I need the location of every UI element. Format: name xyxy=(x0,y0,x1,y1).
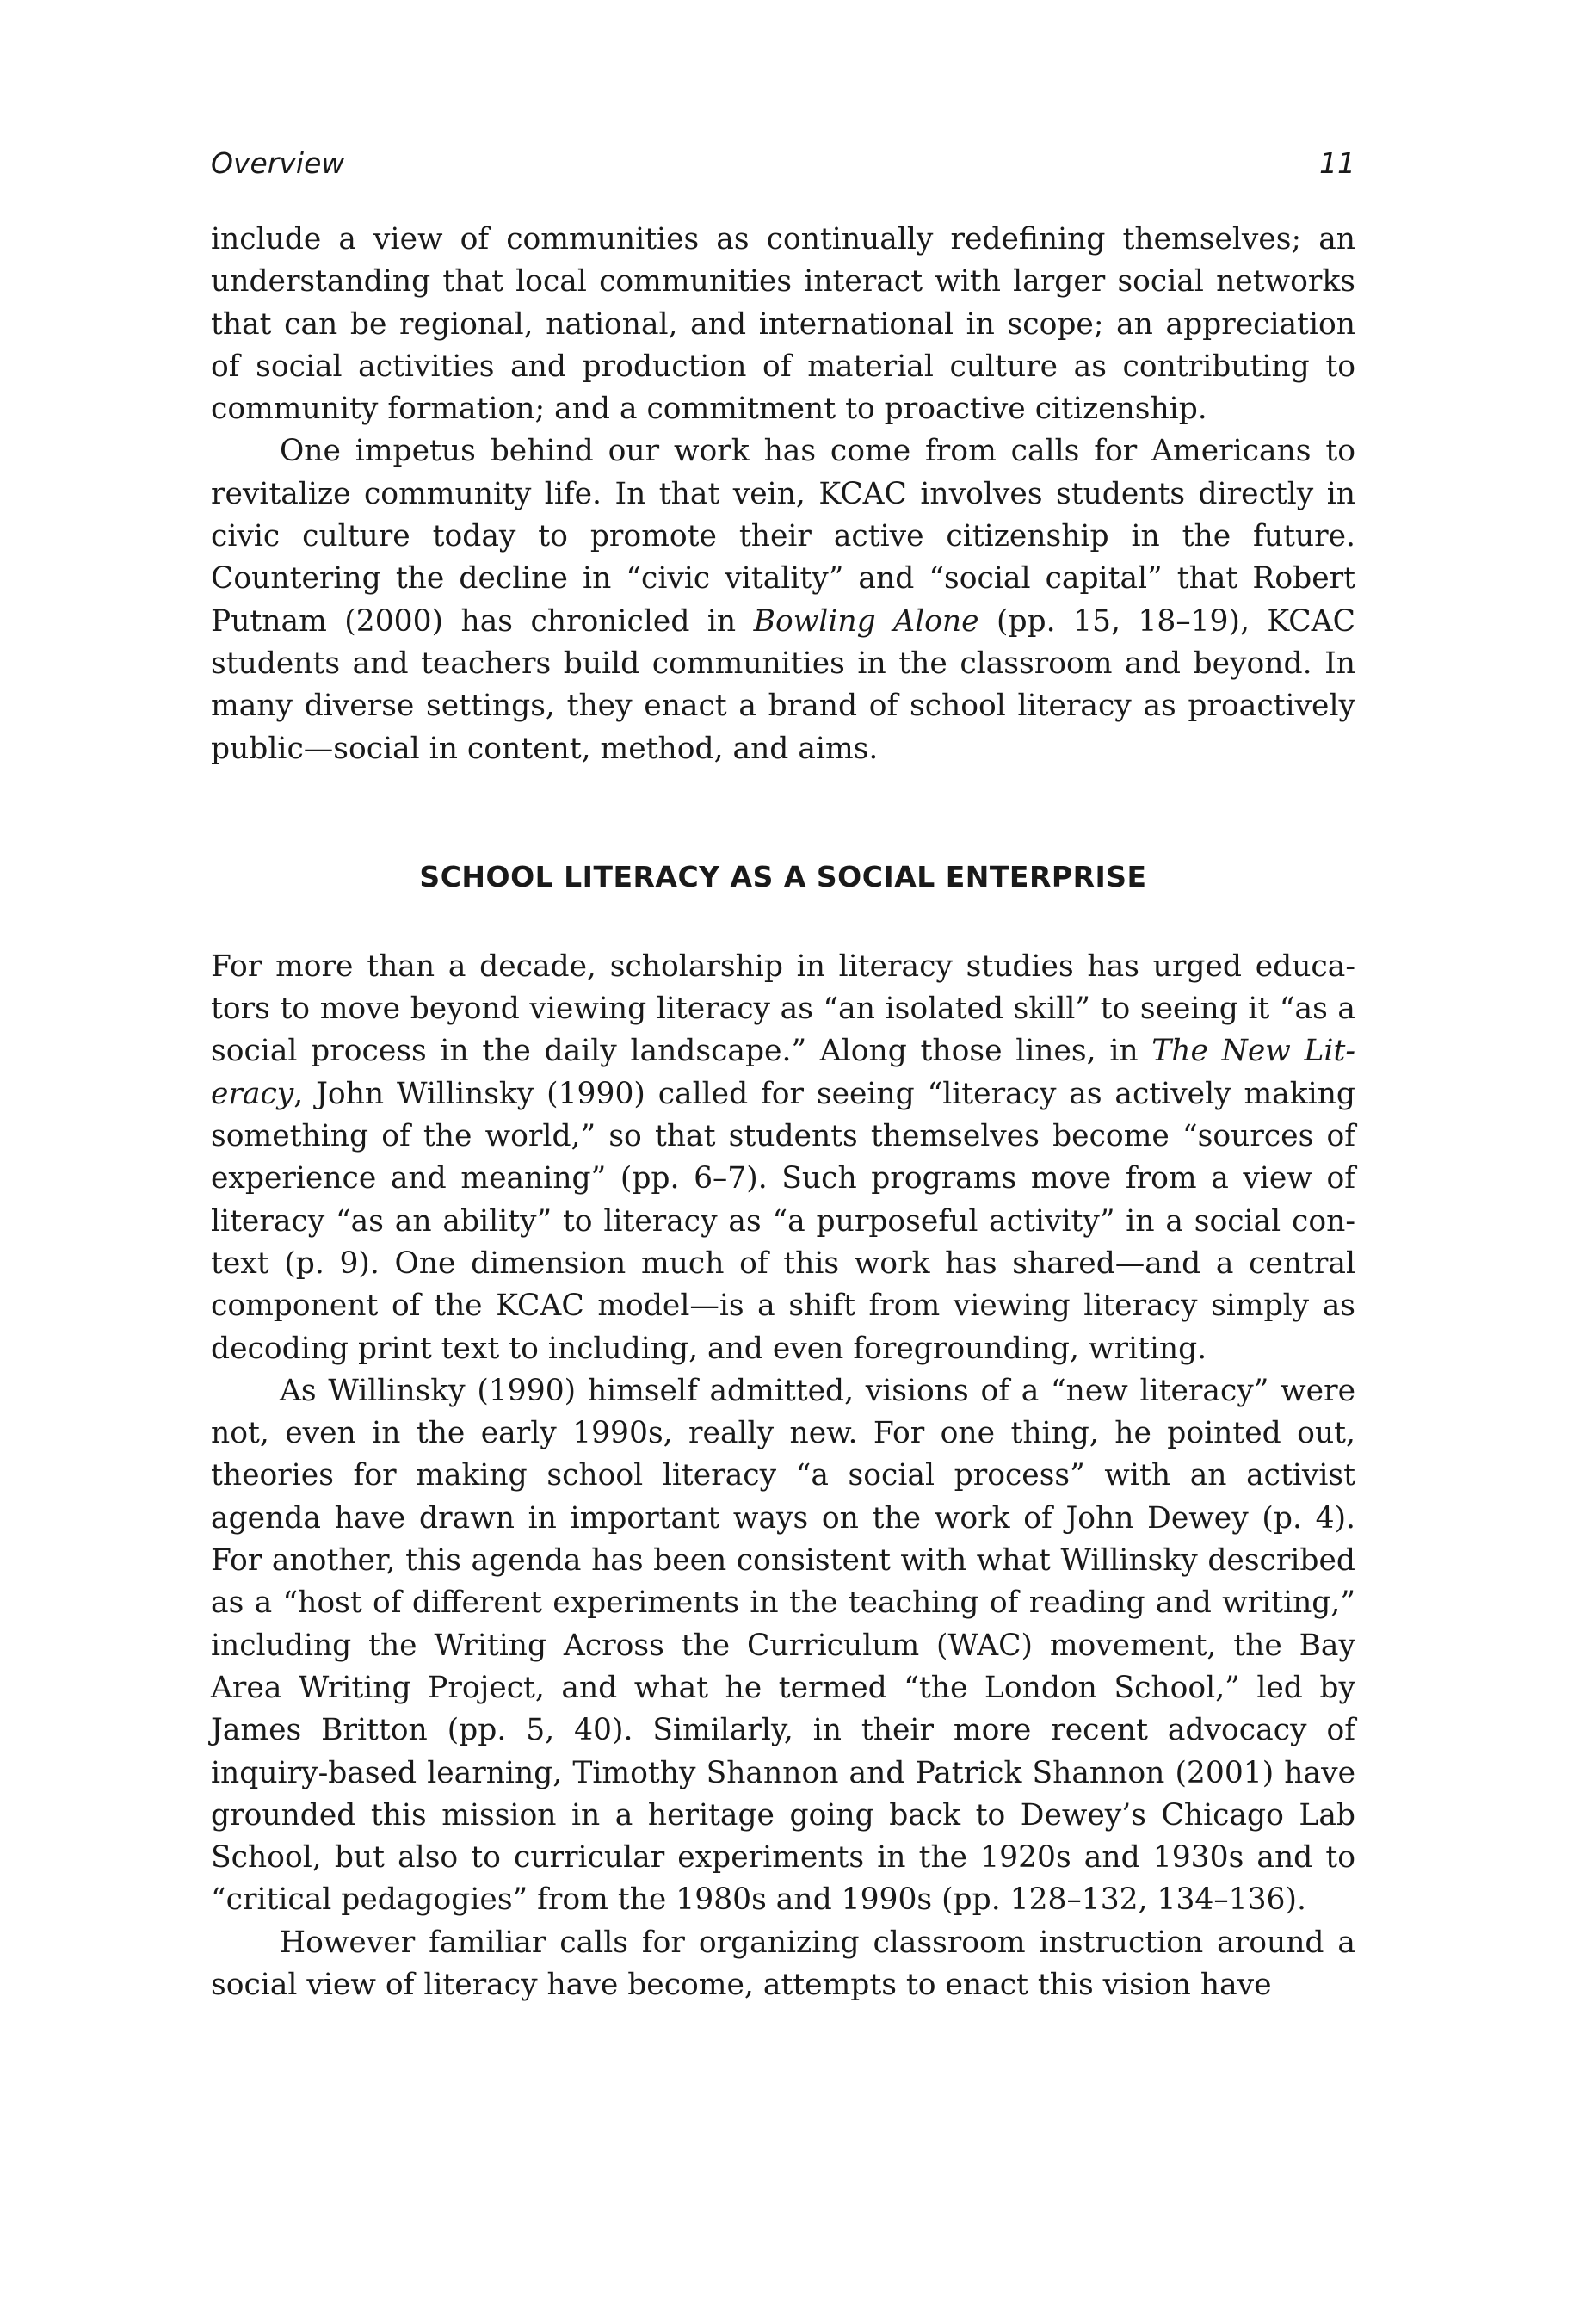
page-number: 11 xyxy=(1319,146,1355,180)
body-text-top xyxy=(211,219,1355,770)
text-run: (pp. 15, 18–19), KCAC students and teachers build communities in the classroom and beyond. In many diverse settings, they enact a brand of school literacy as proactively public—social in content, method, and aims. xyxy=(211,603,1355,766)
paragraph: However familiar calls for organizing classroom instruction around a social view of literacy have become, attempts to enact this vision have xyxy=(211,1925,1355,2002)
text-run: For more than a decade, scholarship in literacy studies has urged educators to move beyond viewing literacy as “an isolated skill” to seeing it “as a social process in the daily landscape.” Along those lines, in xyxy=(211,949,1355,1069)
paragraph xyxy=(211,946,1355,1370)
book-title-italic: The New Literacy xyxy=(211,1034,1355,1111)
chapter-title: Overview xyxy=(211,146,345,180)
body-text-bottom xyxy=(211,946,1355,2006)
running-head xyxy=(211,146,1355,181)
book-page xyxy=(211,146,1355,2006)
text-run: One impetus behind our work has come from calls for Americans to revitalize community life. In that vein, KCAC involves students directly in civic culture today to promote their active citizenship in the future. Countering the decline in “civic vitality” and “social capital” that Robert Putnam (2000) has chronicled in xyxy=(211,434,1355,639)
section-heading: SCHOOL LITERACY AS A SOCIAL ENTERPRISE xyxy=(419,859,1147,893)
paragraph: As Willinsky (1990) himself admitted, visions of a “new literacy” were not, even in the early 1990s, really new. For one thing, he pointed out, theories for making school literacy “a social process” with an activist agenda have drawn in important ways on the work of John Dewey (p. 4). For another, this agenda has been consistent with what Willinsky described as a “host of different experiments in the teaching of reading and writing,” including the Writing Across the Curriculum (WAC) movement, the Bay Area Writing Project, and what he termed “the London School,” led by James Britton (pp. 5, 40). Similarly, in their more recent advocacy of inquiry-based learning, Timothy Shannon and Patrick Shannon (2001) have grounded this mission in a heritage going back to Dewey’s Chicago Lab School, but also to curricular experiments in the 1920s and 1930s and to “critical pedagogies” from the 1980s and 1990s (pp. 128–132, 134–136). xyxy=(211,1373,1355,1918)
text-run: , John Willinsky (1990) called for seeing “literacy as actively making something of the world,” so that students themselves become “sources of experience and meaning” (pp. 6–7). Such programs move from a view of literacy “as an ability” to literacy as “a purposeful activity” in a social context (p. 9). One dimension much of this work has shared—and a central component of the KCAC model—is a shift from viewing literacy simply as decoding print text to including, and even foregrounding, writing. xyxy=(211,1076,1355,1366)
paragraph xyxy=(211,430,1355,770)
paragraph: include a view of communities as continually redefining themselves; an understanding that local communities interact with larger social networks that can be regional, national, and international in scope; an appreciation of social activities and production of material culture as contributing to community formation; and a commitment to proactive citizenship. xyxy=(211,222,1355,427)
book-title-italic: Bowling Alone xyxy=(753,603,979,639)
